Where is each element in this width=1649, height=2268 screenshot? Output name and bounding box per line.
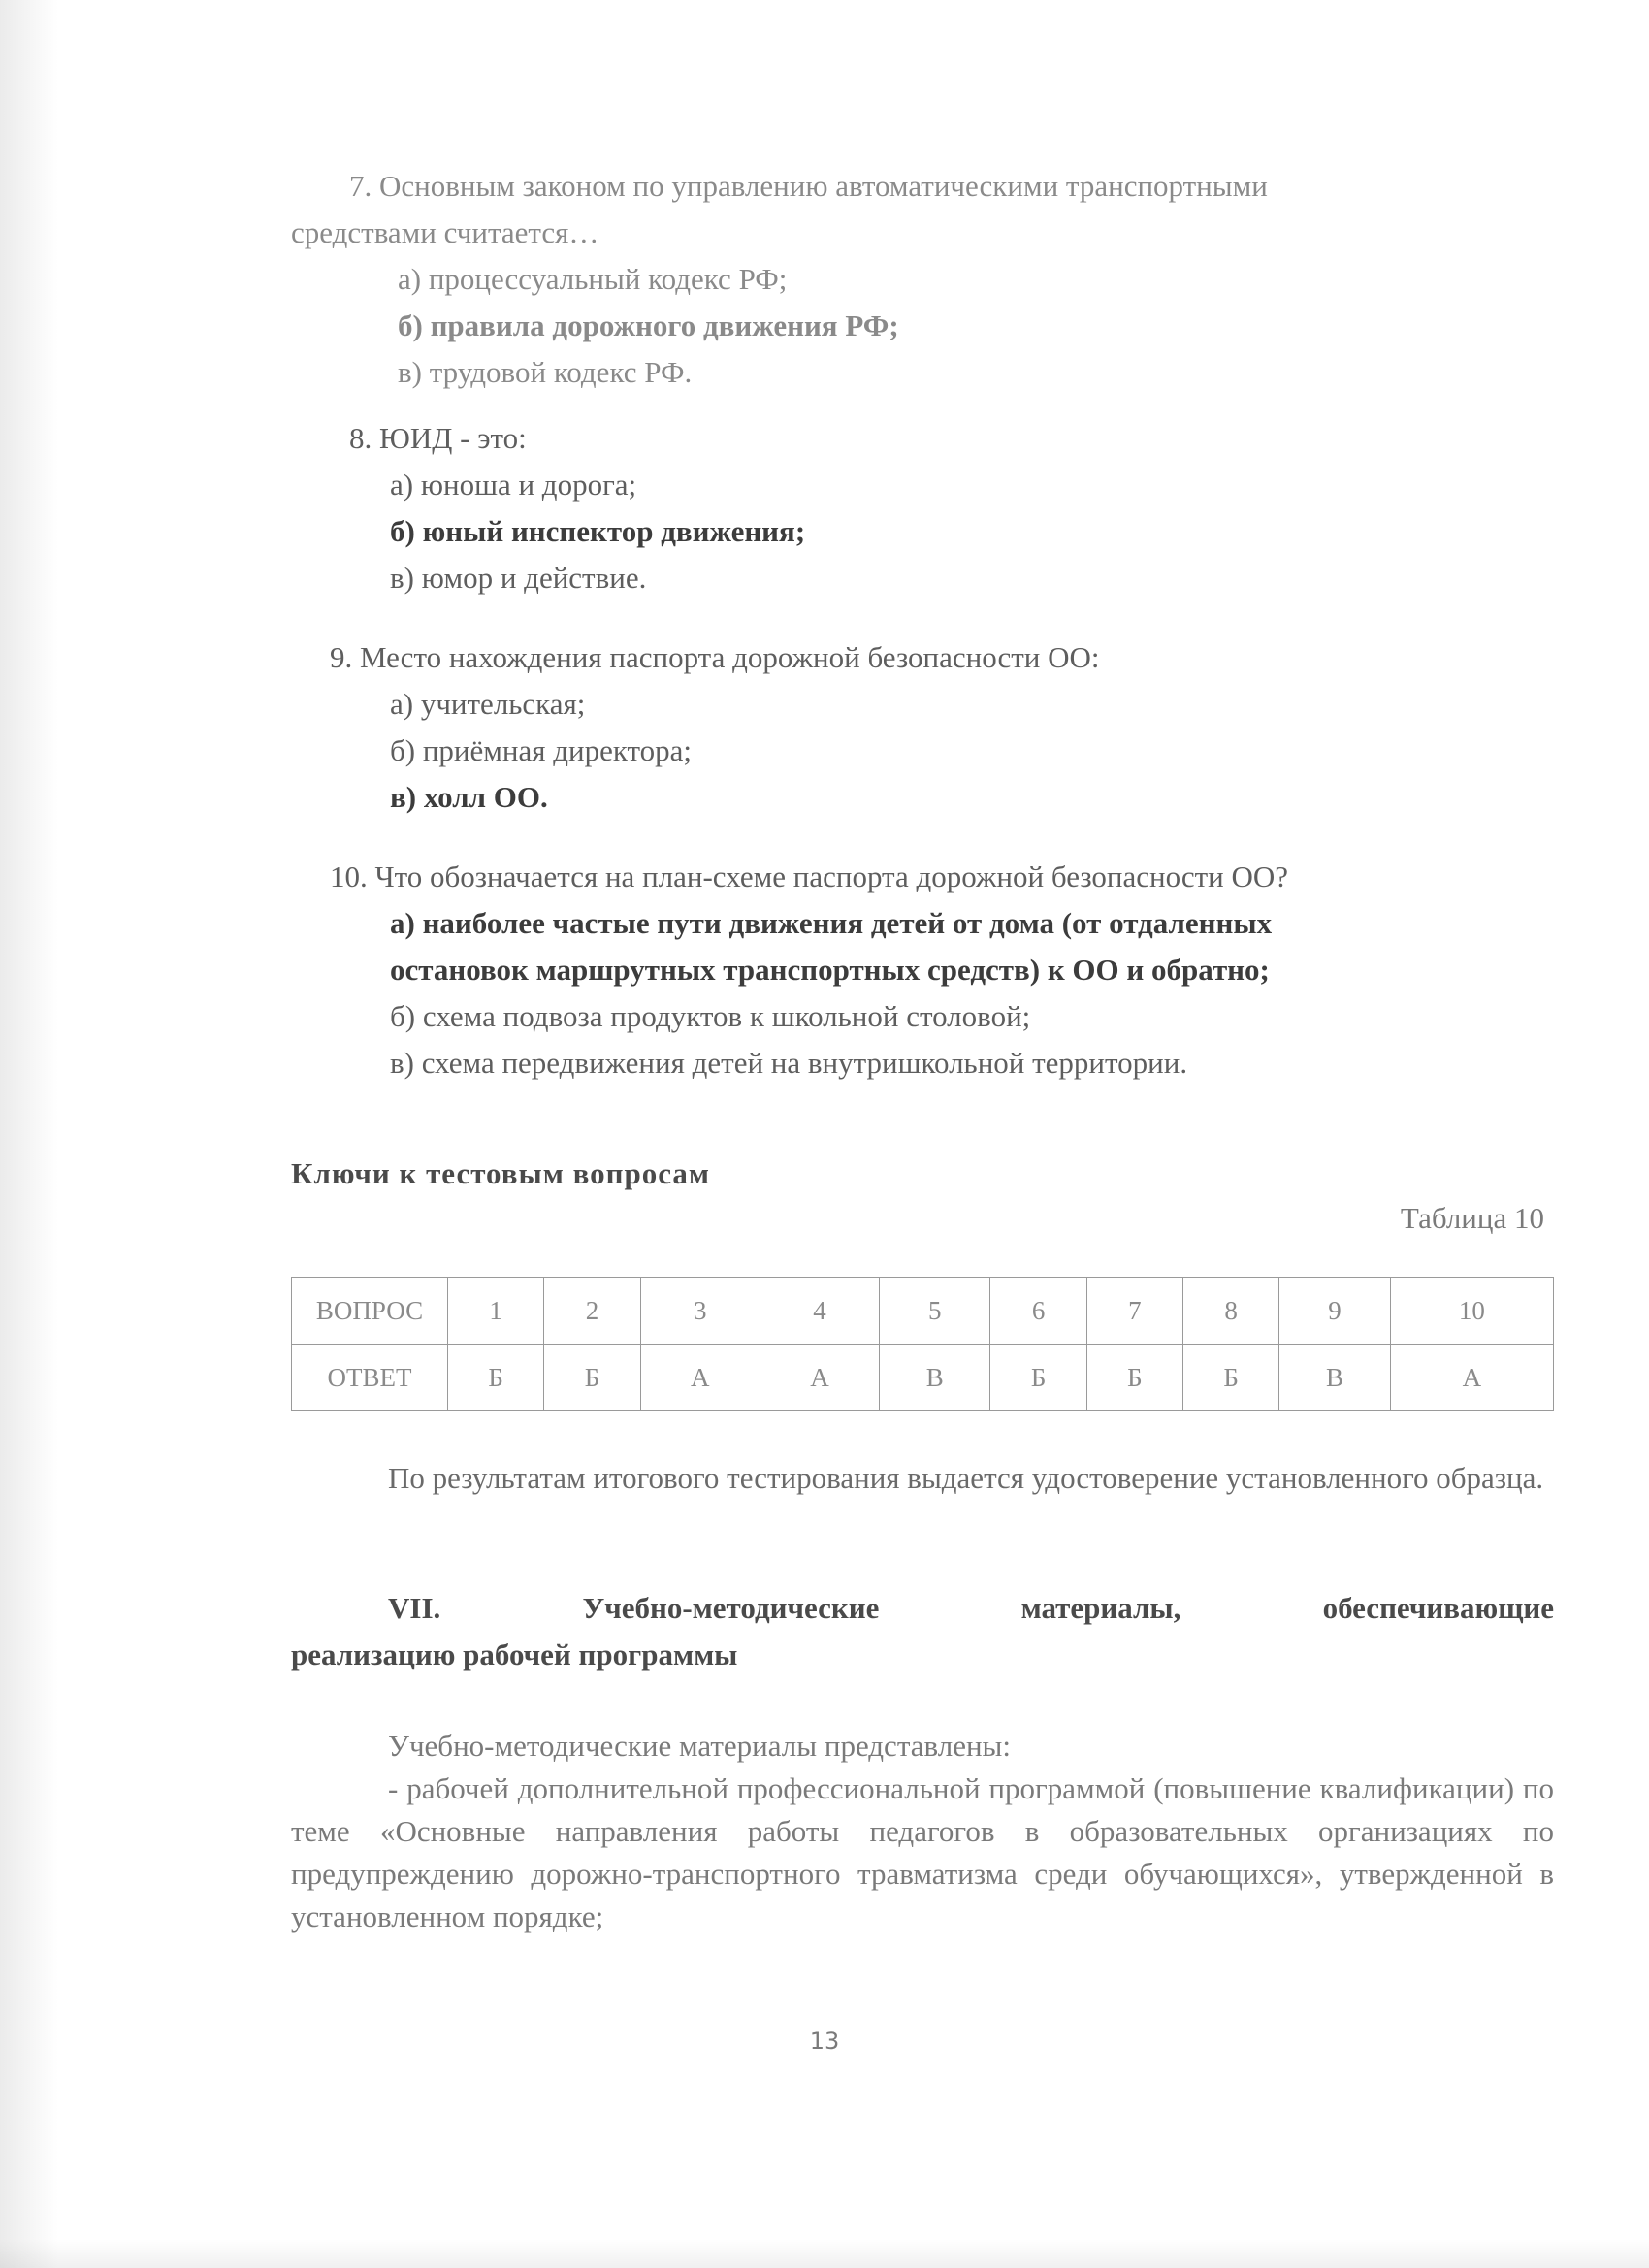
- question-number-cell: 3: [640, 1278, 760, 1345]
- question-8: [349, 415, 805, 601]
- question-text: 9. Место нахождения паспорта дорожной безопасности ОО:: [330, 640, 1100, 674]
- answer-cell: А: [640, 1345, 760, 1411]
- section-heading: [291, 1585, 1554, 1678]
- answer-cell: А: [760, 1345, 879, 1411]
- option-a-correct: а) наиболее частые пути движения детей от дома (от отдаленных: [390, 906, 1273, 940]
- answer-key-table: [291, 1277, 1554, 1411]
- question-text-continued: средствами считается…: [291, 215, 599, 249]
- table-caption: Таблица 10: [1400, 1201, 1544, 1235]
- option-c: в) юмор и действие.: [390, 561, 647, 595]
- materials-intro: Учебно-методические материалы представлены:: [388, 1729, 1011, 1763]
- option-a: а) юноша и дорога;: [390, 468, 637, 502]
- answer-cell: Б: [990, 1345, 1086, 1411]
- question-number-cell: 10: [1390, 1278, 1553, 1345]
- option-b: б) приёмная директора;: [390, 733, 693, 767]
- option-b-correct: б) юный инспектор движения;: [390, 514, 806, 548]
- section-title-line2: реализацию рабочей программы: [291, 1637, 738, 1671]
- question-number-cell: 1: [448, 1278, 544, 1345]
- question-number-cell: 6: [990, 1278, 1086, 1345]
- question-text: 8. ЮИД - это:: [349, 421, 527, 455]
- option-b: б) схема подвоза продуктов к школьной столовой;: [390, 999, 1031, 1033]
- section-number: VII.: [388, 1591, 441, 1625]
- question-text: 7. Основным законом по управлению автоматическими транспортными: [349, 169, 1268, 203]
- answer-row: [292, 1345, 1554, 1411]
- question-9: [330, 634, 1100, 821]
- answer-cell: Б: [1183, 1345, 1279, 1411]
- option-a: а) учительская;: [390, 687, 586, 721]
- row-label-question: ВОПРОС: [292, 1278, 448, 1345]
- question-number-cell: 7: [1086, 1278, 1182, 1345]
- answer-cell: А: [1390, 1345, 1553, 1411]
- answer-cell: Б: [544, 1345, 640, 1411]
- answer-cell: Б: [1086, 1345, 1182, 1411]
- question-number-cell: 4: [760, 1278, 879, 1345]
- option-c: в) трудовой кодекс РФ.: [398, 355, 693, 389]
- scan-shadow: [0, 0, 58, 2268]
- section-title-part2: материалы,: [1020, 1591, 1181, 1625]
- question-number-cell: 8: [1183, 1278, 1279, 1345]
- materials-section: [291, 1725, 1554, 1938]
- option-c: в) схема передвижения детей на внутришкольной территории.: [390, 1046, 1188, 1080]
- option-a: а) процессуальный кодекс РФ;: [398, 262, 788, 296]
- results-paragraph: [291, 1457, 1554, 1500]
- materials-item-1: - рабочей дополнительной профессиональной программой (повышение квалификации) по теме «Основные направления работы педагогов в образовательных организациях по предупреждению дорожно-транспортного травматизма среди обучающихся», утвержденной в установленном порядке;: [291, 1771, 1554, 1933]
- answer-cell: Б: [448, 1345, 544, 1411]
- option-b-correct: б) правила дорожного движения РФ;: [398, 308, 899, 342]
- question-number-row: [292, 1278, 1554, 1345]
- question-7: [291, 163, 1523, 396]
- question-number-cell: 9: [1279, 1278, 1390, 1345]
- page-number: 13: [809, 2027, 840, 2055]
- option-c-correct: в) холл ОО.: [390, 780, 548, 814]
- section-title-part3: обеспечивающие: [1322, 1591, 1554, 1625]
- row-label-answer: ОТВЕТ: [292, 1345, 448, 1411]
- keys-heading: Ключи к тестовым вопросам: [291, 1156, 710, 1190]
- question-10: [330, 854, 1288, 1086]
- results-text: По результатам итогового тестирования выдается удостоверение установленного образца.: [388, 1461, 1544, 1495]
- scan-edge: [0, 2239, 1649, 2268]
- question-text: 10. Что обозначается на план-схеме паспорта дорожной безопасности ОО?: [330, 859, 1289, 893]
- question-number-cell: 2: [544, 1278, 640, 1345]
- question-number-cell: 5: [880, 1278, 990, 1345]
- option-a-correct-continued: остановок маршрутных транспортных средств) к ОО и обратно;: [390, 953, 1270, 987]
- section-title-part1: Учебно-методические: [582, 1591, 880, 1625]
- answer-cell: В: [880, 1345, 990, 1411]
- answer-cell: В: [1279, 1345, 1390, 1411]
